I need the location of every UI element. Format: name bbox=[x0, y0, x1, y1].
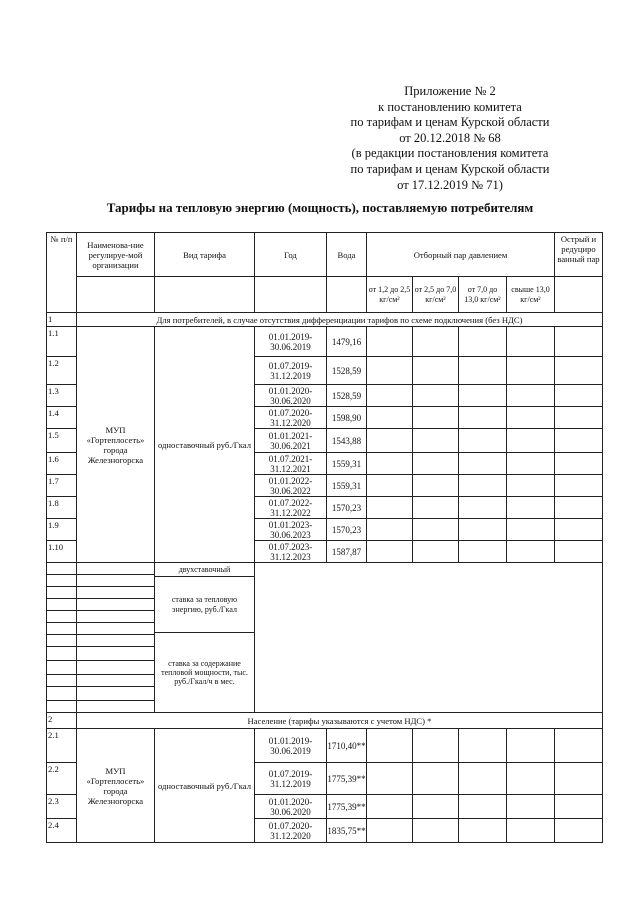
row-number: 1.7 bbox=[46, 474, 77, 497]
header-line: Приложение № 2 bbox=[404, 84, 496, 98]
empty-cell bbox=[554, 518, 603, 541]
empty-cell bbox=[366, 518, 413, 541]
header-line: к постановлению комитета bbox=[378, 99, 522, 114]
empty-cell bbox=[458, 474, 507, 497]
col-sharp-header: Острый и редуциро ванный пар bbox=[554, 232, 603, 277]
col-kind-header: Вид тарифа bbox=[154, 232, 255, 277]
col-steam-sub-header: свыше 13,0 кг/см² bbox=[506, 276, 555, 313]
row-number: 1.9 bbox=[46, 518, 77, 541]
period-cell: 01.07.2021- 31.12.2021 bbox=[254, 452, 327, 475]
empty-cell bbox=[366, 540, 413, 563]
rate-capacity-label: ставка за содержание тепловой мощности, тыс. руб./Гкал/ч в мес. bbox=[154, 632, 255, 713]
value-cell: 1570,23 bbox=[326, 518, 367, 541]
period-cell: 01.07.2022- 31.12.2022 bbox=[254, 496, 327, 519]
value-cell: 1479,16 bbox=[326, 326, 367, 357]
empty-cell bbox=[366, 452, 413, 475]
header-line: (в редакции постановления комитета bbox=[351, 146, 549, 161]
empty-cell bbox=[326, 276, 367, 313]
empty-cell bbox=[458, 496, 507, 519]
empty-cell bbox=[506, 540, 555, 563]
row-number: 2.2 bbox=[46, 762, 77, 795]
col-num-header: № п/п bbox=[46, 232, 77, 313]
empty-cell bbox=[458, 794, 507, 819]
empty-cell bbox=[366, 326, 413, 357]
empty-cell bbox=[76, 276, 155, 313]
document-title: Тарифы на тепловую энергию (мощность), поставляемую потребителям bbox=[106, 200, 534, 215]
empty-cell bbox=[506, 356, 555, 385]
section-number: 2 bbox=[46, 712, 77, 729]
empty-cell bbox=[506, 384, 555, 407]
col-steam-header: Отборный пар давлением bbox=[366, 232, 555, 277]
row-number: 1.10 bbox=[46, 540, 77, 563]
row-number: 2.1 bbox=[46, 728, 77, 763]
row-number: 1.2 bbox=[46, 356, 77, 385]
col-water-header: Вода bbox=[326, 232, 367, 277]
empty-cell bbox=[254, 276, 327, 313]
empty-cell bbox=[458, 762, 507, 795]
empty-cell bbox=[366, 406, 413, 429]
empty-cell bbox=[366, 428, 413, 453]
period-cell: 01.07.2019- 31.12.2019 bbox=[254, 762, 327, 795]
empty-cell bbox=[412, 518, 459, 541]
empty-cell bbox=[412, 496, 459, 519]
period-cell: 01.01.2023- 30.06.2023 bbox=[254, 518, 327, 541]
empty-cell bbox=[366, 474, 413, 497]
empty-cell bbox=[366, 496, 413, 519]
document-header bbox=[300, 84, 600, 193]
col-steam-sub-header: от 7,0 до 13,0 кг/см² bbox=[458, 276, 507, 313]
empty-cell bbox=[506, 496, 555, 519]
empty-cell bbox=[554, 276, 603, 313]
period-cell: 01.01.2021- 30.06.2021 bbox=[254, 428, 327, 453]
empty-cell bbox=[506, 474, 555, 497]
empty-cell bbox=[46, 646, 77, 661]
col-org-header: Наименова-ние регулируе-мой организации bbox=[76, 232, 155, 277]
empty-cell bbox=[254, 562, 603, 713]
period-cell: 01.01.2020- 30.06.2020 bbox=[254, 794, 327, 819]
empty-cell bbox=[458, 384, 507, 407]
empty-cell bbox=[46, 686, 77, 701]
value-cell: 1775,39** bbox=[326, 762, 367, 795]
value-cell: 1710,40** bbox=[326, 728, 367, 763]
empty-cell bbox=[46, 660, 77, 675]
period-cell: 01.01.2020- 30.06.2020 bbox=[254, 384, 327, 407]
value-cell: 1528,59 bbox=[326, 356, 367, 385]
empty-cell bbox=[506, 428, 555, 453]
tariff-table bbox=[46, 232, 606, 852]
section-number: 1 bbox=[46, 312, 77, 327]
empty-cell bbox=[554, 794, 603, 819]
row-number: 1.6 bbox=[46, 452, 77, 475]
two-part-label: двухставочный bbox=[154, 562, 255, 577]
empty-cell bbox=[554, 356, 603, 385]
row-number: 2.3 bbox=[46, 794, 77, 819]
empty-cell bbox=[366, 728, 413, 763]
row-number: 1.4 bbox=[46, 406, 77, 429]
period-cell: 01.07.2020- 31.12.2020 bbox=[254, 818, 327, 843]
empty-cell bbox=[458, 818, 507, 843]
empty-cell bbox=[506, 518, 555, 541]
period-cell: 01.07.2023- 31.12.2023 bbox=[254, 540, 327, 563]
header-line: по тарифам и ценам Курской области bbox=[350, 115, 550, 130]
empty-cell bbox=[412, 428, 459, 453]
header-line: по тарифам и ценам Курской области bbox=[350, 161, 550, 176]
empty-cell bbox=[412, 818, 459, 843]
empty-cell bbox=[506, 452, 555, 475]
empty-cell bbox=[506, 818, 555, 843]
empty-cell bbox=[458, 356, 507, 385]
row-number: 2.4 bbox=[46, 818, 77, 843]
empty-cell bbox=[458, 326, 507, 357]
empty-cell bbox=[412, 452, 459, 475]
row-number: 1.5 bbox=[46, 428, 77, 453]
empty-cell bbox=[412, 474, 459, 497]
empty-cell bbox=[412, 540, 459, 563]
empty-cell bbox=[554, 406, 603, 429]
period-cell: 01.01.2022- 30.06.2022 bbox=[254, 474, 327, 497]
empty-cell bbox=[366, 794, 413, 819]
value-cell: 1835,75** bbox=[326, 818, 367, 843]
empty-cell bbox=[458, 518, 507, 541]
empty-cell bbox=[554, 540, 603, 563]
tariff-kind-cell: одноставочный руб./Гкал bbox=[154, 326, 255, 563]
organization-cell: МУП «Гортеплосеть» города Железногорска bbox=[76, 326, 155, 563]
empty-cell bbox=[412, 794, 459, 819]
empty-cell bbox=[554, 474, 603, 497]
empty-cell bbox=[412, 762, 459, 795]
empty-cell bbox=[412, 356, 459, 385]
empty-cell bbox=[412, 326, 459, 357]
empty-cell bbox=[412, 384, 459, 407]
col-steam-sub-header: от 2,5 до 7,0 кг/см² bbox=[412, 276, 459, 313]
section-title: Для потребителей, в случае отсутствия дифференциации тарифов по схеме подключения (без НДС) bbox=[76, 312, 603, 327]
value-cell: 1587,87 bbox=[326, 540, 367, 563]
value-cell: 1598,90 bbox=[326, 406, 367, 429]
empty-cell bbox=[554, 452, 603, 475]
value-cell: 1559,31 bbox=[326, 474, 367, 497]
empty-cell bbox=[554, 818, 603, 843]
tariff-kind-cell: одноставочный руб./Гкал bbox=[154, 728, 255, 843]
period-cell: 01.07.2020- 31.12.2020 bbox=[254, 406, 327, 429]
value-cell: 1775,39** bbox=[326, 794, 367, 819]
empty-cell bbox=[412, 406, 459, 429]
col-year-header: Год bbox=[254, 232, 327, 277]
empty-cell bbox=[458, 428, 507, 453]
empty-cell bbox=[506, 406, 555, 429]
empty-cell bbox=[412, 728, 459, 763]
empty-cell bbox=[554, 384, 603, 407]
value-cell: 1543,88 bbox=[326, 428, 367, 453]
col-steam-sub-header: от 1,2 до 2,5 кг/см² bbox=[366, 276, 413, 313]
header-line: от 17.12.2019 № 71) bbox=[397, 177, 503, 192]
period-cell: 01.01.2019- 30.06.2019 bbox=[254, 728, 327, 763]
value-cell: 1528,59 bbox=[326, 384, 367, 407]
header-line: от 20.12.2018 № 68 bbox=[399, 130, 501, 145]
value-cell: 1570,23 bbox=[326, 496, 367, 519]
rate-energy-label: ставка за тепловую энергию, руб./Гкал bbox=[154, 576, 255, 633]
empty-cell bbox=[76, 686, 155, 701]
row-number: 1.8 bbox=[46, 496, 77, 519]
empty-cell bbox=[76, 646, 155, 661]
empty-cell bbox=[366, 818, 413, 843]
period-cell: 01.01.2019- 30.06.2019 bbox=[254, 326, 327, 357]
empty-cell bbox=[458, 540, 507, 563]
row-number: 1.1 bbox=[46, 326, 77, 357]
empty-cell bbox=[506, 728, 555, 763]
empty-cell bbox=[506, 762, 555, 795]
empty-cell bbox=[554, 496, 603, 519]
empty-cell bbox=[366, 356, 413, 385]
empty-cell bbox=[554, 728, 603, 763]
empty-cell bbox=[554, 762, 603, 795]
empty-cell bbox=[76, 660, 155, 675]
empty-cell bbox=[154, 276, 255, 313]
empty-cell bbox=[366, 384, 413, 407]
empty-cell bbox=[366, 762, 413, 795]
empty-cell bbox=[506, 326, 555, 357]
empty-cell bbox=[458, 452, 507, 475]
value-cell: 1559,31 bbox=[326, 452, 367, 475]
empty-cell bbox=[554, 428, 603, 453]
empty-cell bbox=[458, 406, 507, 429]
empty-cell bbox=[458, 728, 507, 763]
organization-cell: МУП «Гортеплосеть» города Железногорска bbox=[76, 728, 155, 843]
empty-cell bbox=[554, 326, 603, 357]
section-title: Население (тарифы указываются с учетом НДС) * bbox=[76, 712, 603, 729]
period-cell: 01.07.2019- 31.12.2019 bbox=[254, 356, 327, 385]
empty-cell bbox=[506, 794, 555, 819]
row-number: 1.3 bbox=[46, 384, 77, 407]
